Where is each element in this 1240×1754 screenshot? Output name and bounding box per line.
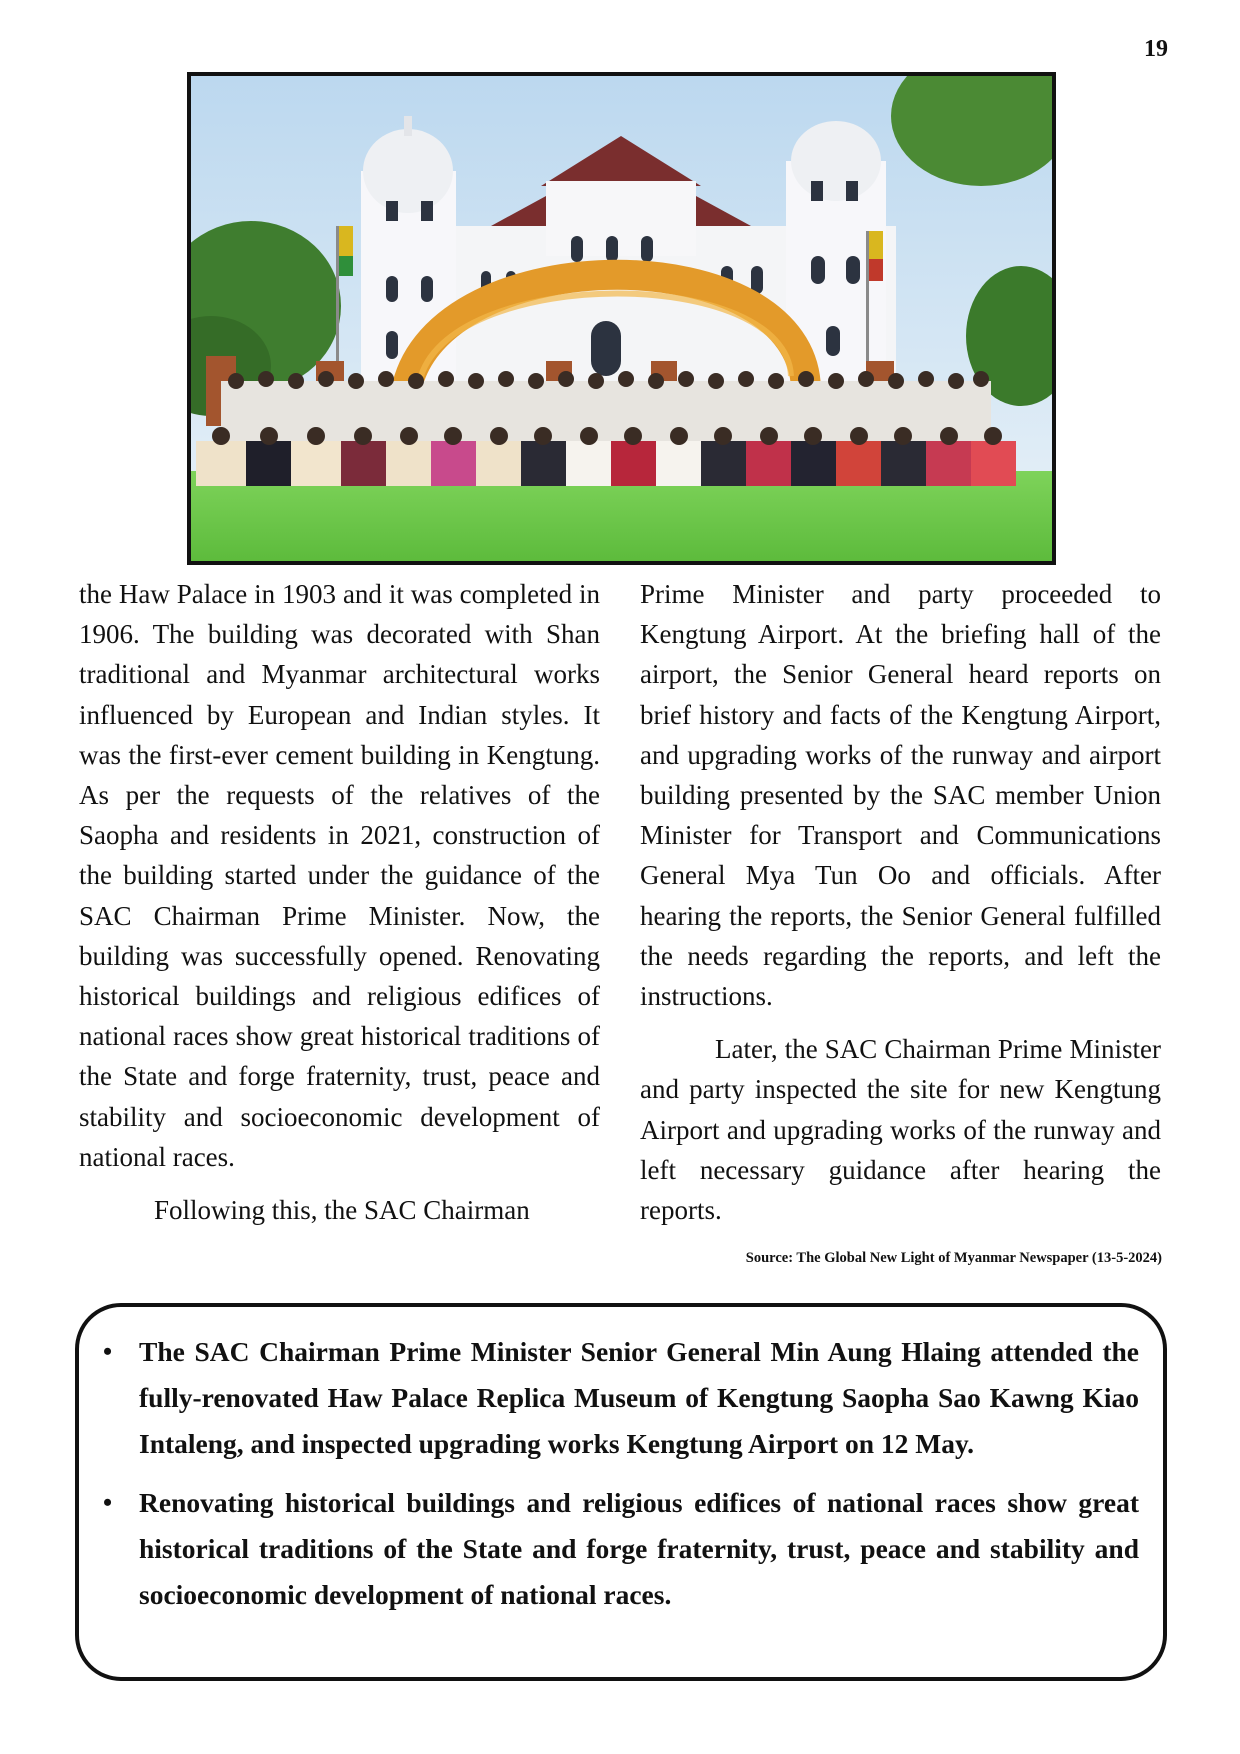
haw-palace-group-photo [191, 76, 1052, 561]
news-photo [187, 72, 1056, 565]
article-paragraph: the Haw Palace in 1903 and it was completed in 1906. The building was decorated with Shan traditional and Myanmar architectural works influenced by European and Indian styles. It was the first-ever cement building in Kengtung. As per the requests of the relatives of the Saopha and residents in 2021, construction of the building started under the guidance of the SAC Chairman Prime Minister. Now, the building was successfully opened. Renovating historical buildings and religious edifices of national races show great historical traditions of the State and forge fraternity, trust, peace and stability and socioeconomic development of national races. [79, 579, 600, 1172]
highlight-item: • The SAC Chairman Prime Minister Senior General Min Aung Hlaing attended the fully-renovated Haw Palace Replica Museum of Kengtung Saopha Sao Kawng Kiao Intaleng, and inspected upgrading works Kengtung Airport on 12 May. [139, 1329, 1139, 1467]
source-credit: Source: The Global New Light of Myanmar Newspaper (13-5-2024) [745, 1250, 1162, 1266]
article-paragraph: Following this, the SAC Chairman [154, 1195, 530, 1226]
page-number: 19 [1144, 36, 1168, 62]
group-of-people-icon [196, 371, 1016, 486]
article-paragraph: Later, the SAC Chairman Prime Minister and party inspected the site for new Kengtung Airport and upgrading works of the runway and left necessary guidance after hearing the reports. [640, 1034, 1161, 1226]
highlights-list [139, 1329, 1139, 1618]
highlights-box [75, 1303, 1167, 1681]
article-paragraph: Prime Minister and party proceeded to Kengtung Airport. At the briefing hall of the airport, the Senior General heard reports on brief history and facts of the Kengtung Airport, and upgrading works of the runway and airport building presented by the SAC member Union Minister for Transport and Communications General Mya Tun Oo and officials. After hearing the reports, the Senior General fulfilled the needs regarding the reports, and left the instructions. [640, 579, 1161, 1012]
left-column [79, 574, 600, 1230]
right-column [640, 574, 1161, 1230]
highlight-item: • Renovating historical buildings and religious edifices of national races show great historical traditions of the State and forge fraternity, trust, peace and stability and socioeconomic development of national races. [139, 1480, 1139, 1618]
